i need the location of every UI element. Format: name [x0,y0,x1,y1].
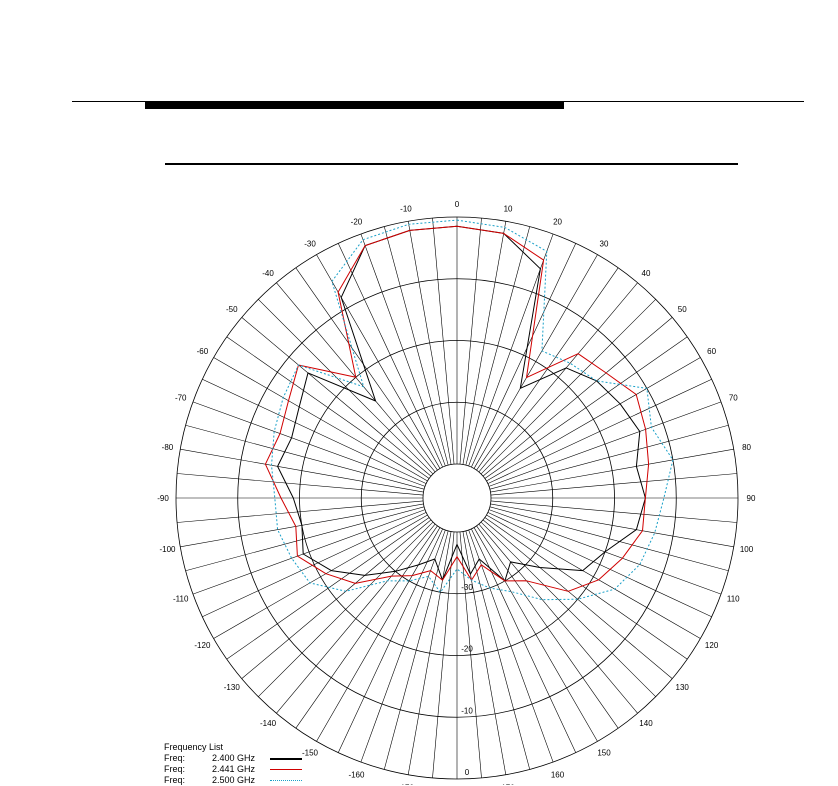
angle-tick-label: -40 [262,268,274,278]
angle-tick-label: 150 [597,748,611,758]
angle-tick-label: -100 [159,545,176,555]
angle-tick-label: 20 [553,217,563,227]
legend-swatch-black [270,758,302,760]
angle-tick-label: 120 [704,641,719,650]
angle-tick-label: 50 [677,305,687,315]
angle-tick-label: -10 [400,204,412,214]
legend-item-value: 2.400 GHz [212,753,256,763]
angle-tick-label: -70 [174,393,187,403]
angle-tick-label: 110 [726,594,740,604]
series-line-0 [278,226,646,581]
radial-tick-label: 0 [464,768,470,777]
angle-tick-label: -80 [161,442,174,452]
angle-tick-label: -90 [157,494,169,503]
legend-item-label: Freq: [164,764,186,774]
angle-tick-label: -110 [173,594,189,604]
angle-tick-label: 10 [503,204,513,214]
angle-tick-label: -150 [301,748,319,758]
legend-item-label: Freq: [164,753,186,763]
legend-item-label: Freq: [164,775,186,785]
angle-tick-label: 160 [550,770,565,780]
legend-item-2441 [164,764,302,775]
legend-swatch-red [270,769,302,770]
angle-tick-label: -140 [260,719,277,729]
angle-tick-label: 30 [599,239,609,249]
angle-tick-label: 130 [675,682,689,692]
angle-tick-label: 0 [454,200,460,209]
angle-tick-label: 90 [746,494,756,503]
angle-tick-label: 40 [641,268,651,278]
angle-tick-label: -160 [348,770,365,780]
angle-tick-label: 70 [728,393,738,403]
angle-tick-label: -60 [196,347,209,356]
angle-tick-label: 100 [739,545,754,555]
angle-tick-label: 140 [639,719,653,729]
angle-tick-label: -120 [194,641,211,650]
angle-tick-label: 80 [742,442,751,452]
radial-tick-label: -30 [461,582,473,592]
legend-item-2400 [164,753,302,764]
radial-tick-label: -10 [461,706,473,716]
series-line-2 [272,217,673,600]
legend-title: Frequency List [164,742,224,752]
angle-tick-label: -50 [226,305,238,315]
legend [164,742,302,786]
angle-tick-label: -130 [223,682,240,692]
angle-tick-label: -30 [304,239,316,249]
grid-inner-circle [423,464,491,532]
angle-tick-label: -20 [350,217,363,227]
angle-tick-label: 60 [707,347,717,356]
legend-item-value: 2.441 GHz [212,764,256,774]
legend-swatch-cyan [270,780,302,781]
radial-tick-label: -20 [461,644,473,654]
legend-item-value: 2.500 GHz [212,775,256,785]
legend-item-2500 [164,775,302,786]
